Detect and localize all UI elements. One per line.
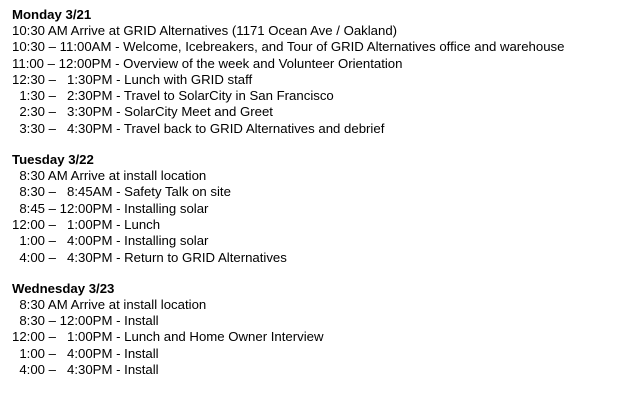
schedule-line: 4:00 – 4:30PM - Install	[12, 362, 159, 378]
schedule-line: 1:00 – 4:00PM - Install	[12, 345, 159, 361]
schedule-line: 10:30 AM Arrive at GRID Alternatives (1171 Ocean Ave / Oakland)	[12, 23, 398, 38]
day-tuesday	[12, 152, 635, 266]
schedule-line: 10:30 – 11:00AM - Welcome, Icebreakers, and Tour of GRID Alternatives office and warehouse	[12, 39, 565, 55]
day-title: Tuesday 3/22	[12, 152, 94, 168]
schedule-line: 8:45 – 12:00PM - Installing solar	[12, 200, 209, 216]
schedule-line: 8:30 AM Arrive at install location	[12, 168, 207, 184]
day-monday	[12, 7, 635, 137]
day-wednesday	[12, 281, 635, 378]
schedule-line: 1:30 – 2:30PM - Travel to SolarCity in San Francisco	[12, 88, 334, 104]
schedule-line: 2:30 – 3:30PM - SolarCity Meet and Greet	[12, 104, 273, 120]
schedule-line: 12:00 – 1:00PM - Lunch and Home Owner Interview	[12, 329, 324, 345]
schedule-line: 3:30 – 4:30PM - Travel back to GRID Alternatives and debrief	[12, 120, 385, 136]
schedule-line: 12:00 – 1:00PM - Lunch	[12, 216, 161, 232]
schedule-line: 8:30 AM Arrive at install location	[12, 296, 207, 312]
schedule-line: 4:00 – 4:30PM - Return to GRID Alternatives	[12, 249, 287, 265]
day-title: Wednesday 3/23	[12, 280, 115, 296]
schedule-line: 12:30 – 1:30PM - Lunch with GRID staff	[12, 71, 253, 87]
day-title: Monday 3/21	[12, 7, 92, 22]
schedule-line: 8:30 – 8:45AM - Safety Talk on site	[12, 184, 231, 200]
schedule-line: 11:00 – 12:00PM - Overview of the week and Volunteer Orientation	[12, 55, 403, 71]
schedule-line: 8:30 – 12:00PM - Install	[12, 313, 159, 329]
schedule-line: 1:00 – 4:00PM - Installing solar	[12, 233, 209, 249]
